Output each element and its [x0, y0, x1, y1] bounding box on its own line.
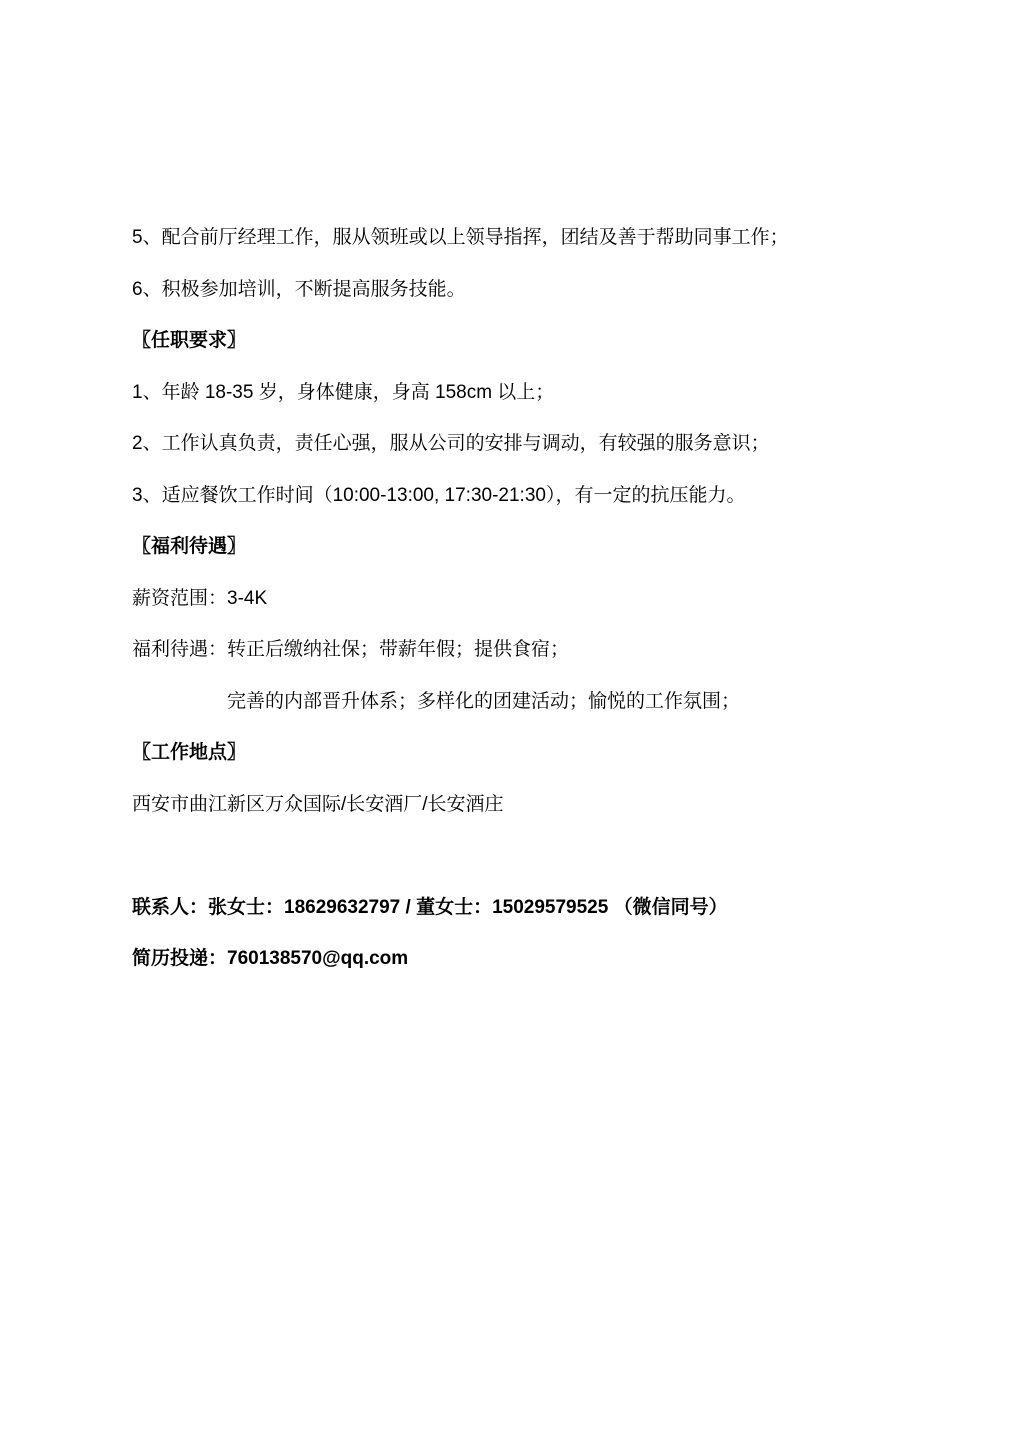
requirements-section-header: 〖任职要求〗 [132, 330, 247, 351]
requirement-item-1: 1、年龄 18-35 岁，身体健康，身高 158cm 以上； [132, 381, 555, 403]
requirement-item-2: 2、工作认真负责，责任心强，服从公司的安排与调动，有较强的服务意识； [132, 433, 770, 454]
benefits-line-2: 完善的内部晋升体系；多样化的团建活动；愉悦的工作氛围； [227, 690, 741, 712]
requirement-item-3: 3、适应餐饮工作时间（10:00-13:00, 17:30-21:30），有一定的抗压能力。 [132, 484, 746, 506]
duty-item-5: 5、配合前厅经理工作，服从领班或以上领导指挥，团结及善于帮助同事工作； [132, 227, 789, 248]
location-section-header: 〖工作地点〗 [132, 742, 247, 763]
contact-person-line: 联系人：张女士：18629632797 / 董女士：15029579525 （微信同号） [132, 896, 728, 918]
benefits-line-1: 福利待遇：转正后缴纳社保；带薪年假；提供食宿； [132, 639, 570, 660]
benefits-section-header: 〖福利待遇〗 [132, 536, 247, 557]
location-address: 西安市曲江新区万众国际/长安酒厂/长安酒庄 [132, 793, 504, 815]
duty-item-6: 6、积极参加培训，不断提高服务技能。 [132, 278, 466, 300]
resume-email-line: 简历投递：760138570@qq.com [132, 948, 409, 969]
salary-range-line: 薪资范围：3-4K [132, 587, 268, 609]
